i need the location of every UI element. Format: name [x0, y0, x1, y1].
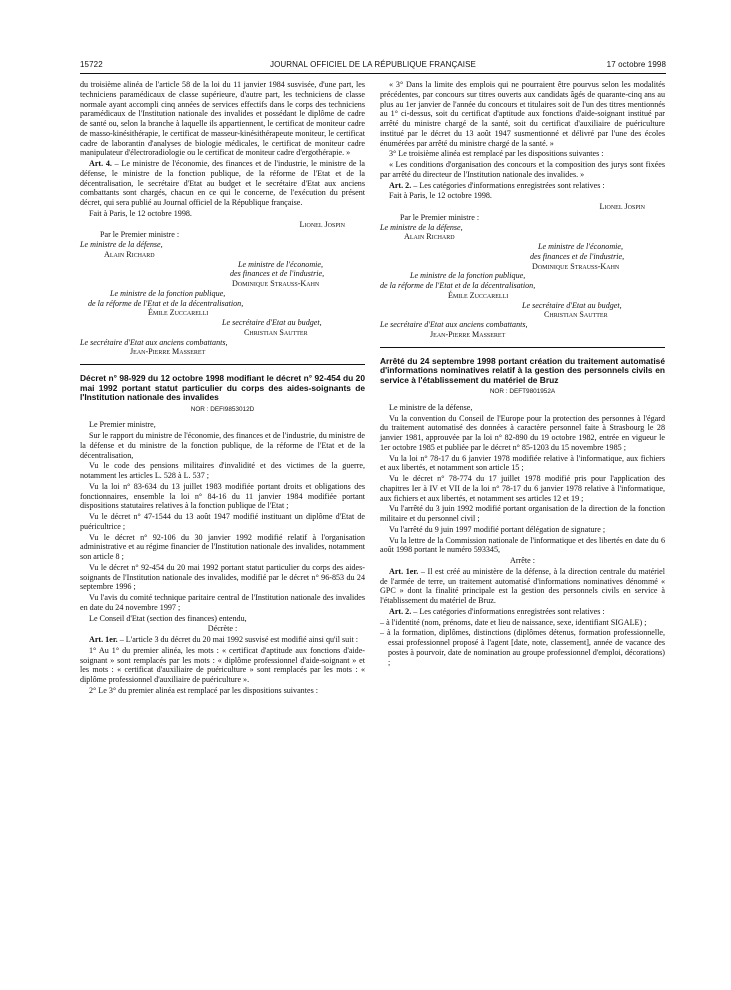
secretary-ac-title: Le secrétaire d'Etat aux anciens combattants,: [80, 337, 228, 347]
arrete-visa-4: Vu l'arrêté du 3 juin 1992 modifié portant organisation de la direction de la fonction militaire et du personnel civil ;: [380, 504, 665, 523]
signature-pm: Lionel Jospin: [299, 219, 345, 229]
visa-4: Vu le décret n° 47-1544 du 13 août 1947 modifié instituant un diplôme d'Etat de puéricultrice ;: [80, 512, 365, 531]
article-4-text: – Le ministre de l'économie, des finances et de l'industrie, le ministre de la défense, le ministre de la fonction publique, de la réforme de l'Etat et de la décentralisation, le secrétaire d'Etat au budget et le secrétaire d'Etat aux anciens combattants sont chargés, chacun en ce qui le concerne, de l'exécution du présent décret, qui sera publié au Journal officiel de la République française.: [80, 159, 366, 207]
secretary-ac-name: Jean-Pierre Masseret: [130, 347, 206, 357]
minister-fp-title-1-right: Le ministre de la fonction publique,: [410, 271, 526, 281]
article-4-label: Art. 4.: [89, 159, 112, 168]
arrete-word: Arrête :: [510, 556, 535, 565]
minister-fp-title-2-right: de la réforme de l'Etat et de la décentralisation,: [380, 281, 536, 290]
minister-economy-title-2: des finances et de l'industrie,: [230, 269, 325, 279]
visa-1: Sur le rapport du ministre de l'économie, des finances et de l'industrie, du ministre de la défense et du ministre de la fonction publique, de la réforme de l'Etat et de la décentralisation,: [80, 431, 365, 460]
arrete-visa-2: Vu la loi n° 78-17 du 6 janvier 1978 modifiée relative à l'informatique, aux fichiers et aux libertés, et notamment son article 15 ;: [380, 453, 665, 473]
visa-8: Le Conseil d'Etat (section des finances) entendu,: [89, 613, 247, 623]
minister-economy-name-right: Dominique Strauss-Kahn: [532, 261, 620, 271]
arrete-visa-1: Vu la convention du Conseil de l'Europe pour la protection des personnes à l'égard du traitement automatisé des données à caractère personnel faite à Strasbourg le 28 janvier 1981, approuvée par la loi n° 82-890 du 19 octobre 1982, entrée en vigueur le 1er octobre 1985 et publiée par le décret n° 85-1203 du 15 novembre 1985 ;: [380, 413, 665, 452]
arrete-visa-3: Vu le décret n° 78-774 du 17 juillet 1978 modifié pris pour l'application des chapitres Ier à IV et VII de la loi n° 78-17 du 6 janvier 1978 relative à l'informatique, aux fichiers et aux libertés, et notamment ses articles 12 et 19 ;: [380, 474, 665, 503]
left-column: [80, 80, 365, 697]
article-4: [80, 159, 365, 208]
secretary-budget-name: Christian Sautter: [244, 327, 308, 337]
section-divider-right: [380, 347, 665, 348]
arrete-visa-6: Vu la lettre de la Commission nationale de l'informatique et des libertés en date du 6 août 1998 portant le numéro 593345,: [380, 535, 665, 555]
decrete: Décrète :: [207, 624, 238, 634]
arrete-article-1-label: Art. 1er.: [389, 566, 419, 576]
article-2: [380, 181, 665, 191]
article-1-text: – L'article 3 du décret du 20 mai 1992 susvisé est modifié ainsi qu'il suit :: [117, 635, 358, 644]
secretary-ac-name-right: Jean-Pierre Masseret: [430, 329, 506, 339]
article-2-text: – Les catégories d'informations enregistrées sont relatives :: [411, 180, 605, 190]
minister-defense-name-right: Alain Richard: [404, 232, 455, 242]
arrete-nor: NOR : DEFT9801952A: [489, 388, 556, 395]
fait-line-right: Fait à Paris, le 12 octobre 1998.: [389, 191, 492, 201]
minister-fp-name-right: Émile Zuccarelli: [448, 290, 509, 300]
secretary-ac-title-right: Le secrétaire d'Etat aux anciens combattants,: [380, 320, 528, 329]
arrete-article-1: [380, 567, 665, 606]
minister-fp-title-2: de la réforme de l'Etat et de la décentralisation,: [88, 298, 244, 308]
signature-pm-right: Lionel Jospin: [599, 202, 645, 211]
minister-economy-title-2-right: des finances et de l'industrie,: [530, 251, 625, 261]
issue-date: 17 octobre 1998: [606, 60, 666, 69]
visa-5: Vu le décret n° 92-106 du 30 janvier 1992 modifié relatif à l'organisation administrative et au régime financier de l'Institution nationale des invalides, notamment son article 8 ;: [80, 532, 365, 561]
fait-line: Fait à Paris, le 12 octobre 1998.: [89, 208, 192, 218]
par-premier-ministre-right: Par le Premier ministre :: [400, 212, 480, 222]
minister-economy-name: Dominique Strauss-Kahn: [232, 279, 320, 288]
minister-defense-title-right: Le ministre de la défense,: [380, 222, 463, 232]
secretary-budget-name-right: Christian Sautter: [544, 310, 608, 320]
arrete-article-1-text: – Il est créé au ministère de la défense, à la direction centrale du matériel de l'armée de terre, un traitement automatisé d'informations nominatives dénommé « GPC » dont la finalité principale est la gestion des personnels civils en service à l'établissement du matériel de Bruz.: [380, 566, 665, 605]
list-item: – à la formation, diplômes, distinctions (diplômes détenus, formation professionnelle, essai professionnel proposé à l'agent [date, note, classement], année de vacance des postes à pourvoir, date de nomination au groupe professionnel d'emploi, décorations) ;: [380, 628, 665, 667]
visa-7: Vu l'avis du comité technique paritaire central de l'Institution nationale des invalides en date du 24 novembre 1997 ;: [80, 593, 365, 612]
arrete-article-2: [380, 607, 665, 617]
par-premier-ministre: Par le Premier ministre :: [100, 230, 180, 240]
minister-defense-name: Alain Richard: [104, 249, 155, 259]
journal-title: JOURNAL OFFICIEL DE LA RÉPUBLIQUE FRANÇAISE: [270, 60, 476, 69]
quote-paragraph-2: 3° Le troisième alinéa est remplacé par les dispositions suivantes :: [389, 149, 604, 159]
decret-nor: NOR : DEFI9853012D: [190, 405, 255, 413]
quote-paragraph-1: « 3° Dans la limite des emplois qui ne pourraient être pourvus selon les modalités précédentes, par concours sur titres ouverts aux candidats âgés de quarante-cinq ans au plus au 1er janvier de l'année du concours et titulaires soit de l'un des titres mentionnés au 1° ci-dessus, soit du certificat d'aptitude aux fonctions d'aide-soignant institué par arrêté du ministre chargé de la santé, soit du certificat d'auxiliaire de puériculture institué par le décret du 13 août 1947 susmentionné et délivré par l'une des écoles énumérées par arrêté du ministre chargé de la santé. »: [380, 80, 665, 148]
arrete-title: Arrêté du 24 septembre 1998 portant création du traitement automatisé d'informations nominatives relatif à la gestion des personnels civils en service à l'établissement du matériel de Bruz: [380, 355, 665, 385]
right-column: [380, 80, 665, 668]
article-1-point-2: 2° Le 3° du premier alinéa est remplacé par les dispositions suivantes :: [89, 685, 318, 695]
intro-paragraph: du troisième alinéa de l'article 58 de la loi du 11 janvier 1984 susvisée, d'une part, les techniciens paramédicaux de classe supérieure, d'autre part, les techniciens de classe normale ayant accompli cinq années de services effectifs dans le corps des techniciens paramédicaux de l'Institution nationale des invalides et possédant le diplôme de cadre de santé ou, selon la branche à laquelle ils appartiennent, le certificat de moniteur cadre de masso-kinésithérapie, le certificat de masseur-kinésithérapeute moniteur, le certificat cadre de laborantin d'analyses de biologie médicales, le certificat de moniteur cadre manipulateur d'électroradiologie ou le certificat de moniteur cadre d'ergothérapie. »: [80, 80, 365, 158]
article-1: [80, 635, 365, 645]
article-2-label: Art. 2.: [389, 180, 412, 190]
premier-ministre: Le Premier ministre,: [89, 420, 156, 430]
minister-economy-title-1-right: Le ministre de l'économie,: [538, 242, 624, 251]
section-divider: [80, 364, 365, 365]
arrete-article-2-text: – Les catégories d'informations enregistrées sont relatives :: [411, 606, 605, 616]
secretary-budget-title: Le secrétaire d'Etat au budget,: [222, 318, 322, 327]
secretary-budget-title-right: Le secrétaire d'Etat au budget,: [522, 300, 622, 310]
header-rule: [80, 73, 666, 74]
visa-6: Vu le décret n° 92-454 du 20 mai 1992 portant statut particulier du corps des aides-soignants de l'Institution nationale des invalides, modifié par le décret n° 96-853 du 24 septembre 1996 ;: [80, 562, 365, 592]
article-1-point-1: 1° Au 1° du premier alinéa, les mots : « certificat d'aptitude aux fonctions d'aide-soignant » sont remplacés par les mots : « diplôme professionnel d'aide-soignant » et les mots : « certificat d'auxiliaire de puériculture » sont remplacés par les mots : « diplôme professionnel d'auxiliaire de puériculture ».: [80, 645, 365, 684]
visa-2: Vu le code des pensions militaires d'invalidité et des victimes de la guerre, notamment les articles L. 528 à L. 537 ;: [80, 461, 365, 480]
article-1-label: Art. 1er.: [89, 635, 118, 644]
page-header: [80, 60, 666, 74]
visa-3: Vu la loi n° 83-634 du 13 juillet 1983 modifiée portant droits et obligations des fonctionnaires, ensemble la loi n° 84-16 du 11 janvier 1984 modifiée portant dispositions statutaires relatives à la fonction publique de l'Etat ;: [80, 481, 365, 511]
minister-defense-title: Le ministre de la défense,: [80, 240, 163, 249]
minister-economy-title-1: Le ministre de l'économie,: [238, 259, 324, 269]
arrete-article-2-label: Art. 2.: [389, 606, 412, 616]
minister-fp-title-1: Le ministre de la fonction publique,: [110, 288, 226, 298]
decret-title: Décret n° 98-929 du 12 octobre 1998 modifiant le décret n° 92-454 du 20 mai 1992 portant statut particulier du corps des aides-soignants de l'Institution nationale des invalides: [80, 373, 365, 402]
page-number: 15722: [80, 60, 103, 69]
arrete-visa-5: Vu l'arrêté du 9 juin 1997 modifié portant délégation de signature ;: [389, 524, 606, 534]
quote-paragraph-3: « Les conditions d'organisation des concours et la composition des jurys sont fixées par arrêté du directeur de l'Institution nationale des invalides. »: [380, 160, 665, 179]
minister-fp-name: Émile Zuccarelli: [148, 308, 209, 318]
list-item: – à l'identité (nom, prénoms, date et lieu de naissance, sexe, identifiant SIGALE) ;: [380, 617, 647, 627]
minister-line: Le ministre de la défense,: [389, 402, 473, 412]
